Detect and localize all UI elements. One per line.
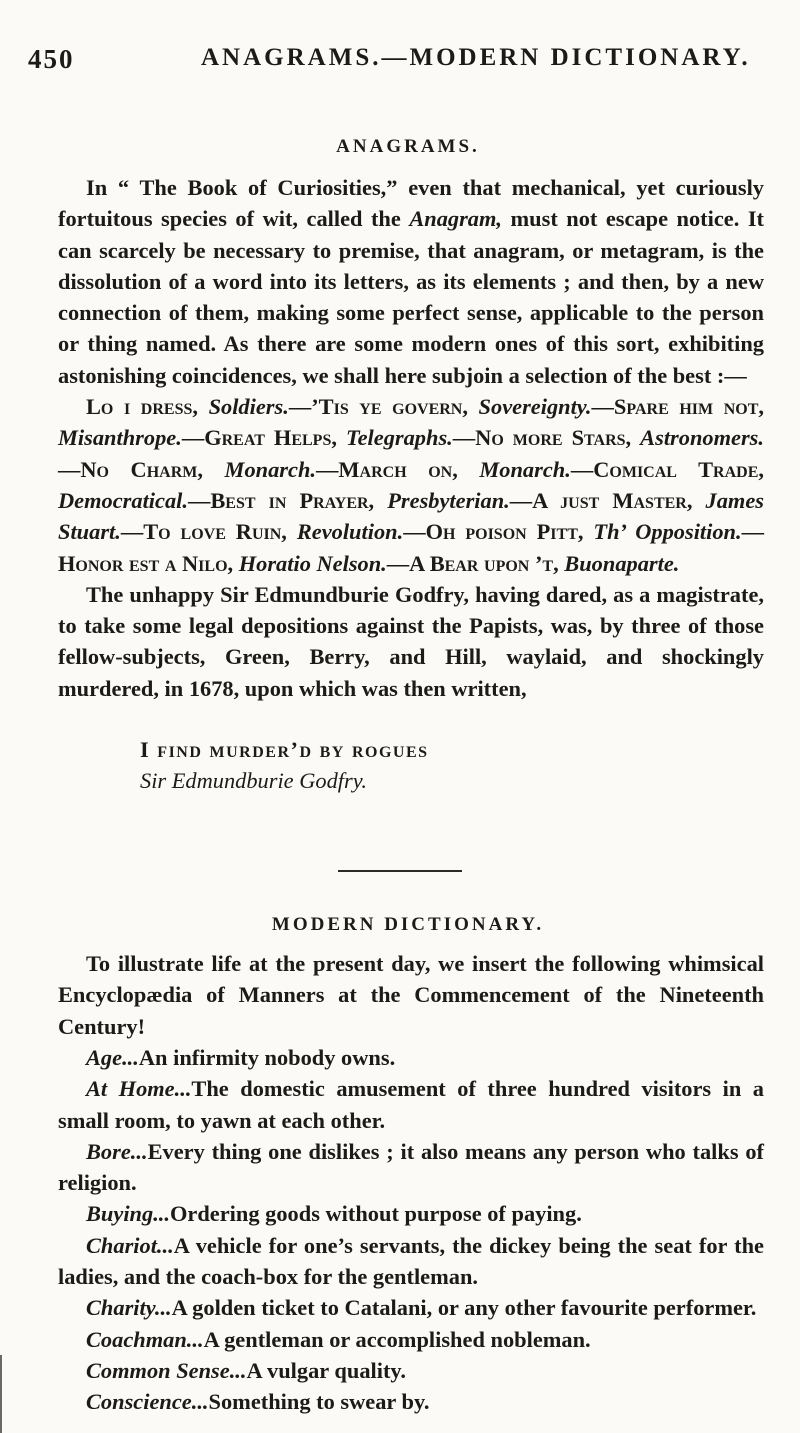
anagram-phrase: Oh poison Pitt, <box>425 519 584 545</box>
dictionary-entries <box>58 1042 764 1418</box>
entry-term: Conscience... <box>86 1389 209 1415</box>
anagrams-heading: ANAGRAMS. <box>336 136 480 157</box>
intro-anagram-word: Anagram, <box>409 206 503 232</box>
anagram-phrase: A Bear upon ’t, <box>409 550 559 576</box>
entry-definition: Every thing one dislikes ; it also means any person who talks of religion. <box>58 1138 764 1196</box>
dictionary-entry <box>58 1292 764 1323</box>
dictionary-entry <box>58 1198 764 1229</box>
entry-definition: Something to swear by. <box>208 1389 430 1415</box>
running-head: ANAGRAMS.—MODERN DICTIONARY. <box>201 44 751 71</box>
anagram-phrase: Honor est a Nilo, <box>58 550 234 576</box>
entry-definition: A vehicle for one’s servants, the dickey being the seat for the ladies, and the coach-box for the gentleman. <box>58 1232 764 1290</box>
anagram-phrase: No Charm, <box>80 456 203 482</box>
anagram-source-word: James Stuart. <box>58 487 764 545</box>
entry-term: At Home... <box>86 1076 192 1102</box>
verse-line-2: Sir Edmundburie Godfry. <box>140 768 368 793</box>
intro-text-rest: must not escape notice. It can scarcely be necessary to premise, that anagram, or metagram, is the dissolution of a word into its letters, as its elements ; and then, by a new connection of them, making some perfect sense, applicable to the person or thing named. As there are some modern ones of this sort, exhibiting astonishing coincidences, we shall here subjoin a selection of the best :— <box>58 206 764 388</box>
section-divider <box>338 870 462 872</box>
entry-definition: A vulgar quality. <box>246 1357 406 1383</box>
dictionary-intro <box>58 948 764 1042</box>
dictionary-entry <box>58 1230 764 1293</box>
page-number: 450 <box>28 44 75 74</box>
anagram-source-word: Presbyterian. <box>387 487 510 513</box>
anagram-source-word: Buonaparte. <box>564 550 680 576</box>
dictionary-entry <box>58 1386 764 1417</box>
anagram-phrase: No more Stars, <box>475 425 632 451</box>
anagram-source-word: Monarch. <box>479 456 571 482</box>
anagram-source-word: Sovereignty. <box>478 394 592 420</box>
entry-definition: Ordering goods without purpose of paying. <box>170 1201 582 1227</box>
entry-term: Charity... <box>86 1295 172 1321</box>
anagram-list: Lo i dress, Soldiers.—’Tis ye govern, Sovereignty.—Spare him not, Misanthrope.—Great Helps, Telegraphs.—No more Stars, Astronomers.—No Charm, Monarch.—March on, Monarch.—Comical Trade, Democratical.—Best in Prayer, Presbyterian.—A just Master, James Stuart.—To love Ruin, Revolution.—Oh poison Pitt, Th’ Opposition.—Honor est a Nilo, Horatio Nelson.—A Bear upon ’t, Buonaparte. <box>58 394 764 576</box>
anagram-source-word: Misanthrope. <box>58 425 182 451</box>
anagram-source-word: Monarch. <box>224 456 317 482</box>
anagram-phrase: Lo i dress, <box>86 394 198 420</box>
entry-term: Chariot... <box>86 1232 174 1258</box>
anagram-phrase: To love Ruin, <box>143 519 287 545</box>
anagram-phrase: Spare him not, <box>613 394 764 420</box>
anagram-phrase: Great Helps, <box>204 425 337 451</box>
anagram-source-word: Telegraphs. <box>345 425 453 451</box>
anagram-source-word: Astronomers. <box>640 425 764 451</box>
anagram-source-word: Democratical. <box>58 487 188 513</box>
godfry-story: The unhappy Sir Edmundburie Godfry, having dared, as a magistrate, to take some legal depositions against the Papists, was, by three of those fellow-subjects, Green, Berry, and Hill, waylaid, and shockingly murdered, in 1678, upon which was then written, <box>58 581 764 701</box>
anagram-source-word: Soldiers. <box>208 394 289 420</box>
entry-term: Bore... <box>86 1138 148 1164</box>
entry-term: Buying... <box>86 1201 170 1227</box>
intro-text: In “ The Book of Curiosities,” even that mechanical, yet curiously fortuitous species of wit, called the <box>58 175 764 232</box>
entry-definition: The domestic amusement of three hundred visitors in a small room, to yawn at each other. <box>58 1076 764 1133</box>
dictionary-entry <box>58 1073 764 1136</box>
anagram-source-word: Horatio Nelson. <box>238 550 387 576</box>
dictionary-entry <box>58 1324 764 1355</box>
entry-definition: A golden ticket to Catalani, or any other favourite performer. <box>171 1295 757 1321</box>
anagram-phrase: A just Master, <box>532 487 693 513</box>
anagram-phrase: ’Tis ye govern, <box>311 394 468 420</box>
anagram-source-word: Revolution. <box>296 519 404 545</box>
anagram-source-word: Th’ Opposition. <box>593 519 742 545</box>
entry-term: Common Sense... <box>86 1357 247 1383</box>
anagram-phrase: Best in Prayer, <box>210 487 375 513</box>
entry-term: Age... <box>86 1045 139 1070</box>
verse-line-1: I find murder’d by rogues <box>140 737 429 762</box>
dictionary-entry <box>58 1042 764 1073</box>
entry-definition: A gentleman or accomplished nobleman. <box>203 1326 591 1352</box>
page-edge-mark <box>0 1355 2 1433</box>
anagrams-intro <box>58 172 764 391</box>
dictionary-entry <box>58 1136 764 1199</box>
anagram-phrase: Comical Trade, <box>593 456 764 482</box>
entry-definition: An infirmity nobody owns. <box>138 1045 396 1070</box>
anagrams-section <box>58 172 764 704</box>
entry-term: Coachman... <box>86 1326 204 1352</box>
dictionary-heading: MODERN DICTIONARY. <box>271 914 545 935</box>
dictionary-entry <box>58 1355 764 1386</box>
anagram-phrase: March on, <box>338 456 458 482</box>
dictionary-intro-text: To illustrate life at the present day, we insert the following whimsical Encyclopædia of Manners at the Commencement of the Nineteenth Century! <box>58 951 764 1039</box>
